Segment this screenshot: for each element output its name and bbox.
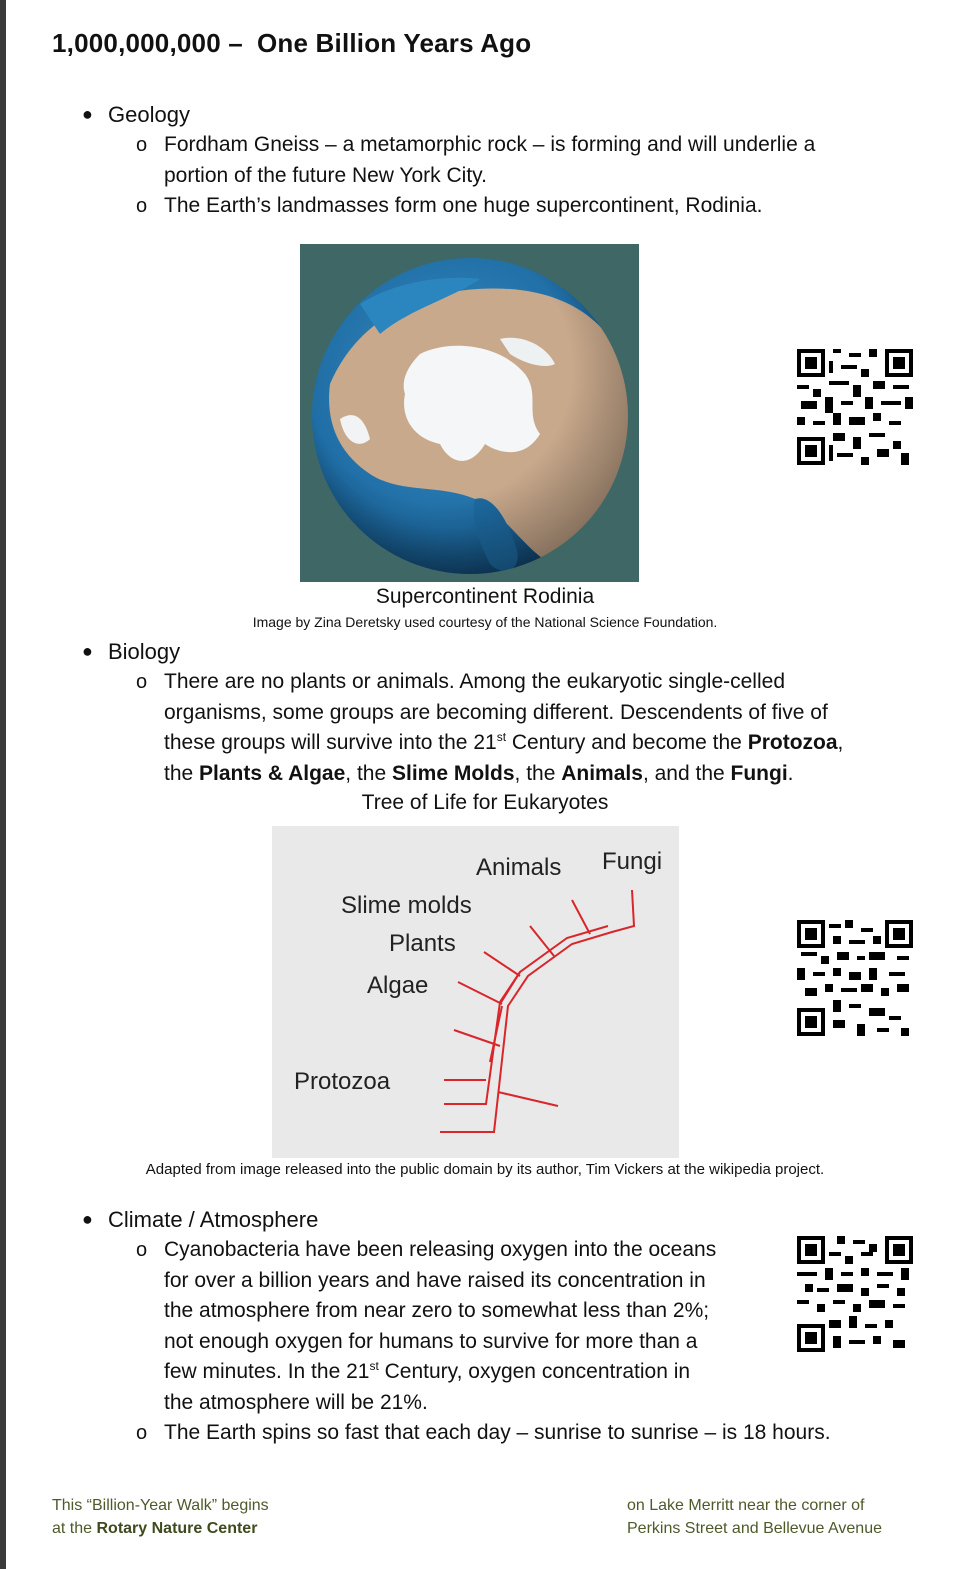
geology-item-2-text: The Earth’s landmasses form one huge supercontinent, Rodinia.: [164, 194, 763, 217]
tree-label-slime-molds: Slime molds: [341, 892, 472, 919]
footer-left-line2: [52, 1517, 452, 1540]
climate-line-5b: Century, oxygen concentration in: [378, 1360, 691, 1383]
biology-line-4e: , and the: [642, 761, 731, 785]
biology-line-3b: Century and become the: [506, 731, 748, 754]
footer-left: [52, 1494, 452, 1540]
biology-line-3c: ,: [837, 731, 844, 754]
climate-item-2: [136, 1418, 936, 1449]
animals-bold: Animals: [561, 761, 643, 785]
title-number: 1,000,000,000 –: [52, 28, 243, 58]
tree-label-fungi: Fungi: [602, 848, 663, 875]
slime-molds-bold: Slime Molds: [392, 761, 515, 785]
figure-credit-rodinia: Image by Zina Deretsky used courtesy of the National Science Foundation.: [252, 614, 718, 630]
geology-heading: Geology: [108, 102, 190, 127]
geology-item-1-line2: portion of the future New York City.: [164, 163, 487, 187]
footer-right: [627, 1494, 947, 1540]
title-text: One Billion Years Ago: [256, 28, 532, 58]
climate-heading: Climate / Atmosphere: [108, 1207, 319, 1232]
climate-line-6: the atmosphere will be 21%.: [164, 1390, 428, 1414]
biology-line-3a: these groups will survive into the 21: [164, 731, 497, 754]
tree-credit: Adapted from image released into the public domain by its author, Tim Vickers at the wikipedia project.: [145, 1161, 825, 1178]
bullet-dot: ●: [82, 1209, 93, 1229]
sub-bullet: o: [136, 1239, 148, 1261]
biology-line-4c: , the: [345, 761, 392, 785]
climate-line-5-sup: st: [369, 1359, 379, 1373]
bullet-dot: ●: [82, 641, 93, 661]
tree-of-life-diagram: [272, 826, 679, 1158]
sub-bullet: o: [136, 134, 148, 156]
tree-label-protozoa: Protozoa: [294, 1068, 391, 1095]
climate-line-5: [164, 1357, 774, 1388]
biology-line-4a: the: [164, 761, 200, 785]
footer-left-line1: This “Billion-Year Walk” begins: [52, 1497, 269, 1514]
tree-of-life-title: Tree of Life for Eukaryotes: [361, 791, 609, 814]
tree-label-plants: Plants: [389, 930, 456, 957]
geology-item-1: [136, 130, 936, 191]
biology-line-4: [164, 759, 944, 790]
climate-line-1: Cyanobacteria have been releasing oxygen into the oceans: [164, 1238, 717, 1261]
biology-line-1: There are no plants or animals. Among the eukaryotic single-celled: [164, 670, 785, 693]
biology-line-4d: , the: [514, 761, 562, 785]
tree-label-algae: Algae: [367, 972, 429, 999]
climate-line-3: the atmosphere from near zero to somewhat less than 2%;: [164, 1299, 710, 1322]
geology-item-2: [136, 191, 936, 222]
biology-bullet: [0, 636, 960, 667]
footer-left-line2a: at the: [52, 1520, 97, 1537]
sub-bullet: o: [136, 1422, 148, 1444]
rodinia-globe-image: [300, 244, 639, 582]
geology-bullet: [0, 99, 960, 130]
fungi-bold: Fungi: [730, 761, 788, 785]
footer-right-line2: Perkins Street and Bellevue Avenue: [627, 1520, 882, 1537]
climate-line-7: The Earth spins so fast that each day – sunrise to sunrise – is 18 hours.: [164, 1421, 831, 1444]
qr-code-1[interactable]: [797, 349, 913, 465]
protozoa-bold: Protozoa: [747, 731, 838, 754]
biology-line-3: [164, 728, 944, 759]
qr-code-3[interactable]: [797, 1236, 913, 1352]
climate-line-5a: few minutes. In the 21: [164, 1360, 370, 1383]
biology-line-2: organisms, some groups are becoming different. Descendents of five of: [164, 700, 828, 724]
rotary-nature-center: Rotary Nature Center: [96, 1520, 258, 1537]
geology-item-1-line1: Fordham Gneiss – a metamorphic rock – is forming and will underlie a: [164, 133, 816, 156]
footer-right-line1: on Lake Merritt near the corner of: [627, 1497, 865, 1514]
biology-line-3-sup: st: [496, 730, 507, 744]
climate-line-2: for over a billion years and have raised its concentration in: [164, 1268, 706, 1292]
tree-branches: [272, 826, 679, 1158]
bullet-dot: ●: [82, 104, 93, 124]
biology-heading: Biology: [108, 639, 181, 664]
climate-line-4: not enough oxygen for humans to survive for more than a: [164, 1329, 698, 1353]
plants-algae-bold: Plants & Algae: [199, 761, 346, 785]
climate-item-1: [136, 1235, 776, 1418]
sub-bullet: o: [136, 195, 148, 217]
page-title: [52, 28, 531, 59]
figure-caption-rodinia: Supercontinent Rodinia: [375, 585, 595, 608]
biology-item-1: [136, 667, 936, 791]
tree-label-animals: Animals: [476, 854, 562, 881]
left-border: [0, 0, 6, 1569]
sub-bullet: o: [136, 671, 148, 693]
climate-bullet: [0, 1204, 960, 1235]
qr-code-2[interactable]: [797, 920, 913, 1036]
biology-line-4f: .: [787, 761, 794, 785]
